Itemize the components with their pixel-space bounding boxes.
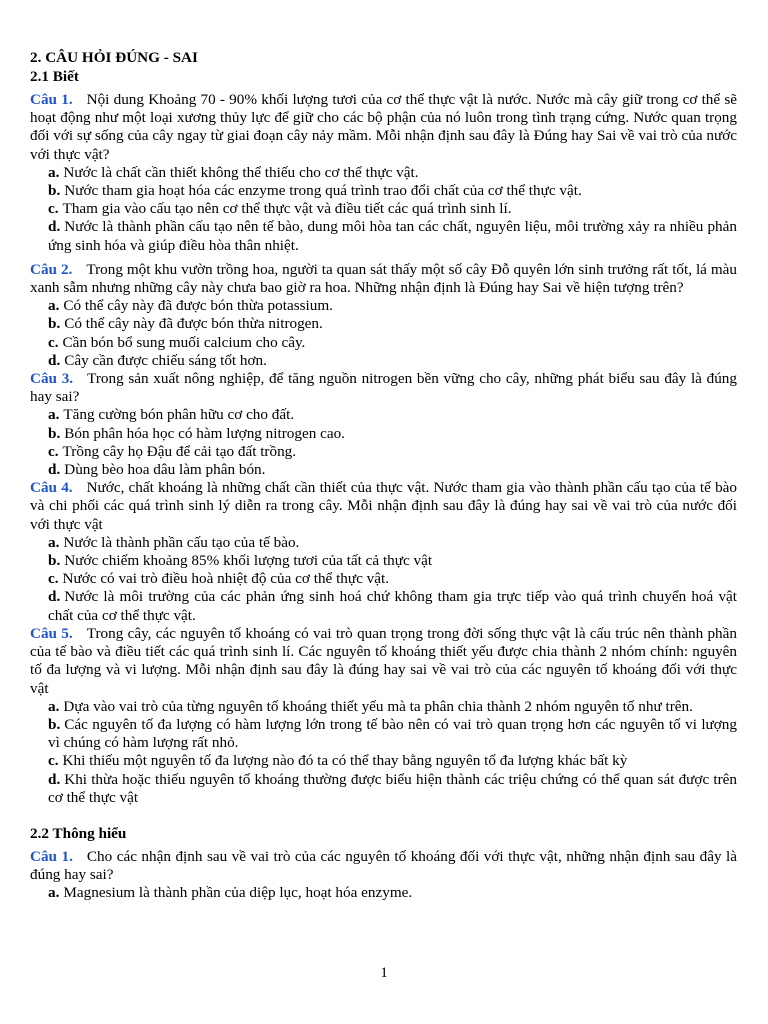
document-body <box>30 49 737 903</box>
option-text: Có thể cây này đã được bón thừa potassium. <box>63 297 333 315</box>
option-letter: b. <box>48 182 61 200</box>
option-letter: a. <box>48 533 60 551</box>
answer-option <box>30 698 737 716</box>
option-text: Nước là thành phần cấu tạo nên tế bào, dung môi hòa tan các chất, nguyên liệu, môi trường xảy ra nhiều phản ứng sinh hóa và giúp điều hòa thân nhiệt. <box>48 218 737 254</box>
option-text: Bón phân hóa học có hàm lượng nitrogen cao. <box>64 424 345 442</box>
option-text: Trồng cây họ Đậu để cải tạo đất trồng. <box>62 442 297 460</box>
option-text: Tham gia vào cấu tạo nên cơ thể thực vật và điều tiết các quá trình sinh lí. <box>62 200 512 218</box>
option-text: Nước là môi trường của các phản ứng sinh hoá chứ không tham gia trực tiếp vào quá trình chuyển hoá vật chất của cơ thể thực vật. <box>48 588 737 624</box>
option-text: Có thể cây này đã được bón thừa nitrogen. <box>64 315 323 333</box>
option-text: Các nguyên tố đa lượng có hàm lượng lớn trong tế bào nên có vai trò quan trọng hơn các nguyên tố vi lượng vì chúng có hàm lượng rất nhỏ. <box>48 715 737 752</box>
question-text: Trong một khu vườn trồng hoa, người ta quan sát thấy một số cây Đỗ quyên lớn sinh trưởng rất tốt, lá màu xanh sẫm nhưng những cây này chưa bao giờ ra hoa. Những nhận định là Đúng hay Sai về hiện tượng trên? <box>30 260 738 297</box>
answer-option <box>30 443 737 461</box>
question-group-thong-hieu <box>30 848 737 903</box>
option-letter: a. <box>48 884 60 902</box>
option-text: Cần bón bổ sung muối calcium cho cây. <box>62 333 306 351</box>
answer-option <box>30 771 737 807</box>
option-letter: b. <box>48 424 61 442</box>
option-letter: b. <box>48 715 61 733</box>
option-text: Magnesium là thành phần của diệp lục, hoạt hóa enzyme. <box>63 884 413 902</box>
question-number: Câu 2. <box>30 260 73 278</box>
option-letter: d. <box>48 218 61 236</box>
question-block <box>30 625 737 807</box>
option-text: Nước có vai trò điều hoà nhiệt độ của cơ thể thực vật. <box>62 570 390 588</box>
question-stem <box>30 479 737 534</box>
option-letter: d. <box>48 351 61 369</box>
answer-option <box>30 334 737 352</box>
answer-option <box>30 315 737 333</box>
option-letter: a. <box>48 697 60 715</box>
answer-option <box>30 425 737 443</box>
option-letter: c. <box>48 752 59 770</box>
option-letter: d. <box>48 770 61 788</box>
answer-option <box>30 461 737 479</box>
option-text: Nước tham gia hoạt hóa các enzyme trong quá trình trao đổi chất của cơ thể thực vật. <box>64 182 582 200</box>
option-text: Nước chiếm khoảng 85% khối lượng tươi của tất cả thực vật <box>64 552 433 570</box>
subsection-biet: 2.1 Biết <box>30 68 79 85</box>
option-text: Nước là chất cần thiết không thể thiếu cho cơ thể thực vật. <box>63 163 419 181</box>
question-stem <box>30 261 737 297</box>
option-text: Nước là thành phần cấu tạo của tế bào. <box>63 533 300 551</box>
option-letter: d. <box>48 588 61 606</box>
option-letter: b. <box>48 315 61 333</box>
answer-option <box>30 218 737 254</box>
option-letter: c. <box>48 442 59 460</box>
answer-option <box>30 297 737 315</box>
subsection-thong-hieu: 2.2 Thông hiểu <box>30 824 127 842</box>
question-stem <box>30 848 737 884</box>
answer-option <box>30 884 737 902</box>
question-block <box>30 479 737 625</box>
option-letter: b. <box>48 552 61 570</box>
answer-option <box>30 182 737 200</box>
question-group-biet <box>30 91 737 807</box>
question-block <box>30 91 737 255</box>
question-text: Trong sản xuất nông nghiệp, để tăng nguồn nitrogen bền vững cho cây, những phát biểu sau đây là đúng hay sai? <box>30 370 737 406</box>
question-stem <box>30 370 737 406</box>
question-text: Nước, chất khoáng là những chất cần thiết của thực vật. Nước tham gia vào thành phần cấu tạo của tế bào và chi phối các quá trình sinh lý diễn ra trong cây. Mỗi nhận định sau đây là đúng hay sai về vai trò của nước đối với thực vật <box>30 479 737 533</box>
answer-option <box>30 200 737 218</box>
option-letter: a. <box>48 297 60 315</box>
option-text: Tăng cường bón phân hữu cơ cho đất. <box>63 406 295 424</box>
question-stem <box>30 91 737 164</box>
question-number: Câu 3. <box>30 370 74 388</box>
question-text: Nội dung Khoảng 70 - 90% khối lượng tươi của cơ thể thực vật là nước. Nước mà cây giữ trong cơ thể sẽ hoạt động như một loại xương thủy lực để giữ cho các bộ phận của nó luôn trong tình trạng cứng. Nước quan trọng đối với sự sống của cây ngay từ giai đoạn cây nảy mầm. Mỗi nhận định sau đây là Đúng hay Sai về vai trò của nước với thực vật? <box>30 91 737 163</box>
option-letter: c. <box>48 570 59 588</box>
option-text: Khi thừa hoặc thiếu nguyên tố khoáng thường được biểu hiện thành các triệu chứng có thể quan sát được trên cơ thể thực vật <box>48 770 737 806</box>
question-text: Trong cây, các nguyên tố khoáng có vai trò quan trọng trong đời sống thực vật là cấu trúc nên thành phần của tế bào và điều tiết các quá trình sinh lí. Các nguyên tố khoáng thiết yếu được chia thành 2 nhóm chính: nguyên tố đa lượng và vi lượng. Mỗi nhận định sau đây là đúng hay sai về vai trò của các nguyên tố khoáng đối với thực vật <box>30 624 737 697</box>
option-letter: c. <box>48 333 59 351</box>
option-letter: d. <box>48 461 61 479</box>
answer-option <box>30 534 737 552</box>
option-text: Cây cần được chiếu sáng tốt hơn. <box>64 351 267 369</box>
option-letter: a. <box>48 406 60 424</box>
section-title: 2. CÂU HỎI ĐÚNG - SAI <box>30 49 198 66</box>
answer-option <box>30 164 737 182</box>
answer-option <box>30 406 737 424</box>
option-text: Dùng bèo hoa dâu làm phân bón. <box>64 461 266 479</box>
option-letter: c. <box>48 200 59 218</box>
answer-option <box>30 588 737 624</box>
answer-option <box>30 352 737 370</box>
option-letter: a. <box>48 163 60 181</box>
question-number: Câu 1. <box>30 91 73 108</box>
question-text: Cho các nhận định sau về vai trò của các nguyên tố khoáng đối với thực vật, những nhận định sau đây là đúng hay sai? <box>30 847 737 884</box>
option-text: Dựa vào vai trò của từng nguyên tố khoáng thiết yếu mà ta phân chia thành 2 nhóm nguyên tố như trên. <box>63 697 693 715</box>
question-number: Câu 4. <box>30 479 73 497</box>
question-number: Câu 1. <box>30 847 73 865</box>
question-block <box>30 370 737 479</box>
question-stem <box>30 625 737 698</box>
question-block <box>30 261 737 370</box>
answer-option <box>30 752 737 770</box>
answer-option <box>30 570 737 588</box>
question-number: Câu 5. <box>30 624 73 642</box>
answer-option <box>30 716 737 752</box>
question-block <box>30 848 737 903</box>
answer-option <box>30 552 737 570</box>
page-number: 1 <box>380 964 388 981</box>
option-text: Khi thiếu một nguyên tố đa lượng nào đó ta có thể thay bằng nguyên tố đa lượng khác bất kỳ <box>62 752 628 770</box>
